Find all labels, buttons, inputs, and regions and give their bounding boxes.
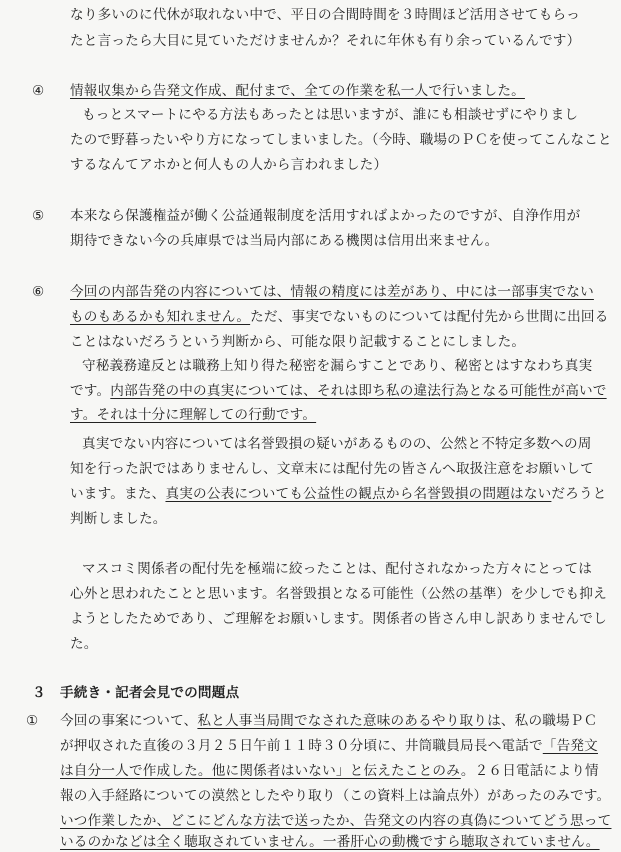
p1-line-1 <box>60 712 597 730</box>
p6-line-5 <box>70 382 607 400</box>
p1-line-1-end: 、私の職場ＰＣ <box>500 713 598 729</box>
p5-line-2: 期待できない今の兵庫県では当局内部にある機関は信用出来ません。 <box>70 233 499 249</box>
p6-line-6: す。それは十分に理解しての行動です。 <box>70 407 317 423</box>
p6-line-3: ことはないだろうという判断から、可能な限り記載することにしました。 <box>70 334 526 350</box>
p1-line-6: いるのかなどは全く聴取されていません。一番肝心の動機ですら聴取されていません。 <box>60 834 600 850</box>
p6-line-9 <box>70 485 607 503</box>
intro-line-2: たと言ったら大目に見ていただけませんか？それに年休も有り余っているんです） <box>70 33 581 49</box>
p1-line-2-start: が押収された直後の３月２５日午前１１時３０分頃に、井筒職員局長へ電話で <box>60 738 543 754</box>
item-number-5: ⑤ <box>32 208 45 224</box>
media-line-4: た。 <box>70 636 98 652</box>
p1-line-3-end: 。２６日電話により情 <box>460 763 599 779</box>
p6-line-1: 今回の内部告発の内容については、情報の精度には差があり、中には一部事実でない <box>70 284 594 300</box>
p1-line-2-underlined: 「告発文 <box>542 738 598 754</box>
p1-line-4: 報の入手経路についての漠然としたやり取り（この資料上は論点外）があったのみです。 <box>60 788 611 804</box>
p6-line-10: 判断しました。 <box>70 511 167 527</box>
p1-line-3 <box>60 762 599 780</box>
p6-line-2-rest: ただ、事実でないものについては配付先から世間に出回る <box>250 309 609 325</box>
p6-line-9-end: だろうと <box>551 486 607 502</box>
media-line-3: ようとしたためであり、ご理解をお願いします。関係者の皆さん申し訳ありませんでし <box>70 611 607 627</box>
p4-line-2: もっとスマートにやる方法もあったとは思いますが、誰にも相談せずにやりまし <box>82 107 579 123</box>
p6-line-2-underlined: ものもあるかも知れません。 <box>70 309 251 325</box>
p6-line-9-underlined: 真実の公表についても公益性の観点から名誉毀損の問題はない <box>165 486 552 502</box>
p4-line-3: たので野暮ったいやり方になってしまいました。（今時、職場のＰＣを使ってこんなこと <box>70 132 612 148</box>
p1-line-2 <box>60 737 598 755</box>
p6-line-8: 知を行った訳ではありませんし、文章末には配付先の皆さんへ取扱注意をお願いして <box>70 461 594 477</box>
intro-line-1: なり多いのに代休が取れない中で、平日の合間時間を３時間ほど活用させてもらっ <box>70 7 581 23</box>
p1-line-3-underlined: は自分一人で作成した。他に関係者はいない」と伝えたことのみ <box>60 763 461 779</box>
section-3-number: ３ <box>32 685 46 701</box>
p6-line-5-underlined: 内部告発の中の真実については、それは即ち私の違法行為となる可能性が高いで <box>110 383 607 399</box>
media-line-2: 心外と思われたことと思います。名誉毀損となる可能性（公然の基準）を少しでも抑え <box>70 586 607 602</box>
p4-line-1: 情報収集から告発文作成、配付まで、全ての作業を私一人で行いました。 <box>70 83 525 99</box>
p1-line-1-start: 今回の事案について、 <box>60 713 198 729</box>
item-number-4: ④ <box>32 83 45 99</box>
section-3-title: 手続き・記者会見での問題点 <box>60 685 240 701</box>
p6-line-2 <box>70 308 609 326</box>
p6-line-4: 守秘義務違反とは職務上知り得た秘密を漏らすことであり、秘密とはすなわち真実 <box>82 358 593 374</box>
p1-line-1-underlined: 私と人事当局間でなされた意味のあるやり取りは <box>197 713 501 729</box>
p6-line-7: 真実でない内容については名誉毀損の疑いがあるものの、公然と不特定多数への周 <box>82 436 592 452</box>
p1-line-5: いつ作業したか、どこにどんな方法で送ったか、告発文の内容の真偽についてどう思って <box>60 813 612 829</box>
media-line-1: マスコミ関係者の配付先を極端に絞ったことは、配付されなかった方々にとっては <box>82 561 593 577</box>
item-number-1: ① <box>26 713 39 729</box>
p5-line-1: 本来なら保護権益が働く公益通報制度を活用すればよかったのですが、自浄作用が <box>70 208 581 224</box>
p6-line-5-start: です。 <box>70 383 111 399</box>
p6-line-9-start: います。また、 <box>70 486 166 502</box>
item-number-6: ⑥ <box>32 284 45 300</box>
p4-line-4: するなんてアホかと何人もの人から言われました） <box>70 157 388 173</box>
